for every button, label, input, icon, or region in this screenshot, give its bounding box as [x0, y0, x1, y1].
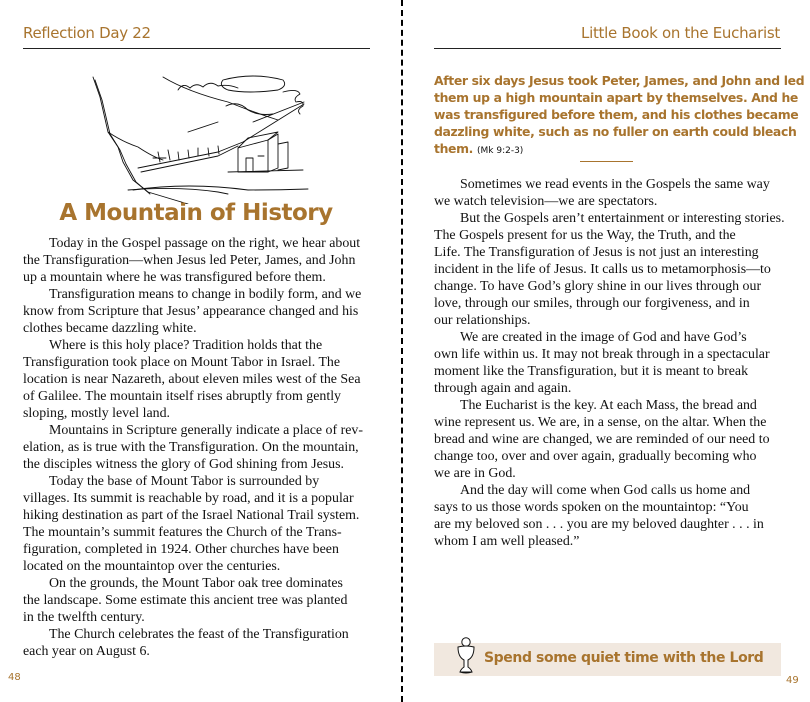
- paragraph: [434, 397, 786, 482]
- paragraph: [23, 575, 375, 626]
- text-line: Life. The Transfiguration of Jesus is not just an interesting: [434, 245, 759, 260]
- text-line: But the Gospels aren’t entertainment or interesting stories.: [460, 211, 785, 226]
- scripture-line: [434, 72, 805, 89]
- scripture-text: them up a high mountain apart by themselves. And he: [434, 90, 798, 105]
- callout-banner: [434, 643, 781, 676]
- page-number-right: 49: [786, 675, 799, 686]
- text-line: we watch television—we are spectators.: [434, 194, 658, 209]
- text-line: in the twelfth century.: [23, 610, 145, 625]
- page-title: A Mountain of History: [59, 200, 333, 226]
- right-page: [405, 0, 810, 702]
- text-line: Today the base of Mount Tabor is surrounded by: [49, 474, 320, 489]
- text-line: clothes became dazzling white.: [23, 321, 197, 336]
- text-line: And the day will come when God calls us home and: [460, 483, 751, 498]
- callout-text: Spend some quiet time with the Lord: [484, 650, 764, 666]
- text-line: our relationships.: [434, 313, 531, 328]
- text-line: Transfiguration took place on Mount Tabor in Israel. The: [23, 355, 341, 370]
- scripture-line: [434, 89, 798, 106]
- text-line: Today in the Gospel passage on the right, we hear about: [49, 236, 361, 251]
- running-header-left: Reflection Day 22: [23, 24, 151, 42]
- scripture-quote: [434, 72, 805, 160]
- text-line: Mountains in Scripture generally indicate a place of rev-: [49, 423, 363, 438]
- text-line: moment like the Transfiguration, but it is meant to break: [434, 364, 749, 379]
- text-line: The Eucharist is the key. At each Mass, the bread and: [460, 398, 757, 413]
- scripture-line: [434, 123, 797, 140]
- text-line: whom I am well pleased.”: [434, 534, 580, 549]
- chalice-icon: [456, 637, 476, 675]
- text-line: incident in the life of Jesus. It calls us to metamorphosis—to: [434, 262, 771, 277]
- text-line: says to us those words spoken on the mountaintop: “You: [434, 500, 749, 515]
- right-body-text: [434, 176, 786, 550]
- mountain-illustration: [78, 72, 314, 204]
- quote-separator: [580, 161, 633, 162]
- text-line: the disciples witness the glory of God shining from Jesus.: [23, 457, 344, 472]
- text-line: we are in God.: [434, 466, 516, 481]
- text-line: know from Scripture that Jesus’ appearance changed and his: [23, 304, 359, 319]
- text-line: wine represent us. We are, in a sense, on the altar. When the: [434, 415, 767, 430]
- text-line: Where is this holy place? Tradition holds that the: [49, 338, 323, 353]
- text-line: On the grounds, the Mount Tabor oak tree dominates: [49, 576, 343, 591]
- text-line: The Church celebrates the feast of the Transfiguration: [49, 627, 349, 642]
- text-line: The Gospels present for us the Way, the Truth, and the: [434, 228, 736, 243]
- paragraph: [434, 482, 786, 550]
- text-line: We are created in the image of God and have God’s: [460, 330, 747, 345]
- text-line: located on the mountaintop over the centuries.: [23, 559, 281, 574]
- paragraph: [23, 337, 375, 422]
- scripture-text: After six days Jesus took Peter, James, and John and led: [434, 73, 805, 88]
- page-number-left: 48: [8, 672, 21, 683]
- scripture-citation: (Mk 9:2-3): [477, 146, 524, 156]
- text-line: sloping, mostly level land.: [23, 406, 170, 421]
- header-rule-left: [23, 48, 370, 49]
- text-line: change. To have God’s glory shine in our lives through our: [434, 279, 762, 294]
- paragraph: [434, 210, 786, 329]
- text-line: figuration, completed in 1924. Other churches have been: [23, 542, 339, 557]
- text-line: own life within us. It may not break through in a spectacular: [434, 347, 770, 362]
- text-line: change too, over and over again, gradually becoming who: [434, 449, 757, 464]
- text-line: of Galilee. The mountain itself rises abruptly from gently: [23, 389, 341, 404]
- left-body-text: [23, 235, 375, 660]
- text-line: love, through our smiles, through our forgiveness, and in: [434, 296, 750, 311]
- text-line: hiking destination as part of the Israel National Trail system.: [23, 508, 360, 523]
- running-header-right: Little Book on the Eucharist: [581, 24, 780, 42]
- paragraph: [23, 235, 375, 286]
- text-line: elation, as is true with the Transfiguration. On the mountain,: [23, 440, 359, 455]
- paragraph: [23, 626, 375, 660]
- text-line: Transfiguration means to change in bodily form, and we: [49, 287, 362, 302]
- page-divider: [401, 0, 403, 702]
- paragraph: [23, 422, 375, 473]
- text-line: each year on August 6.: [23, 644, 150, 659]
- scripture-text: dazzling white, such as no fuller on earth could bleach: [434, 124, 797, 139]
- paragraph: [434, 176, 786, 210]
- left-page: [0, 0, 400, 702]
- text-line: villages. Its summit is reachable by road, and it is a popular: [23, 491, 354, 506]
- text-line: The mountain’s summit features the Church of the Trans-: [23, 525, 342, 540]
- text-line: Sometimes we read events in the Gospels the same way: [460, 177, 770, 192]
- scripture-line: [434, 140, 784, 160]
- text-line: through again and again.: [434, 381, 572, 396]
- scripture-text: them.: [434, 141, 474, 156]
- header-rule-right: [434, 48, 781, 49]
- text-line: the Transfiguration—when Jesus led Peter, James, and John: [23, 253, 356, 268]
- text-line: up a mountain where he was transfigured before them.: [23, 270, 326, 285]
- scripture-line: [434, 106, 799, 123]
- text-line: are my beloved son . . . you are my beloved daughter . . . in: [434, 517, 764, 532]
- scripture-text: was transfigured before them, and his clothes became: [434, 107, 799, 122]
- paragraph: [434, 329, 786, 397]
- text-line: bread and wine are changed, we are reminded of our need to: [434, 432, 770, 447]
- text-line: the landscape. Some estimate this ancient tree was planted: [23, 593, 348, 608]
- text-line: location is near Nazareth, about eleven miles west of the Sea: [23, 372, 361, 387]
- paragraph: [23, 286, 375, 337]
- paragraph: [23, 473, 375, 575]
